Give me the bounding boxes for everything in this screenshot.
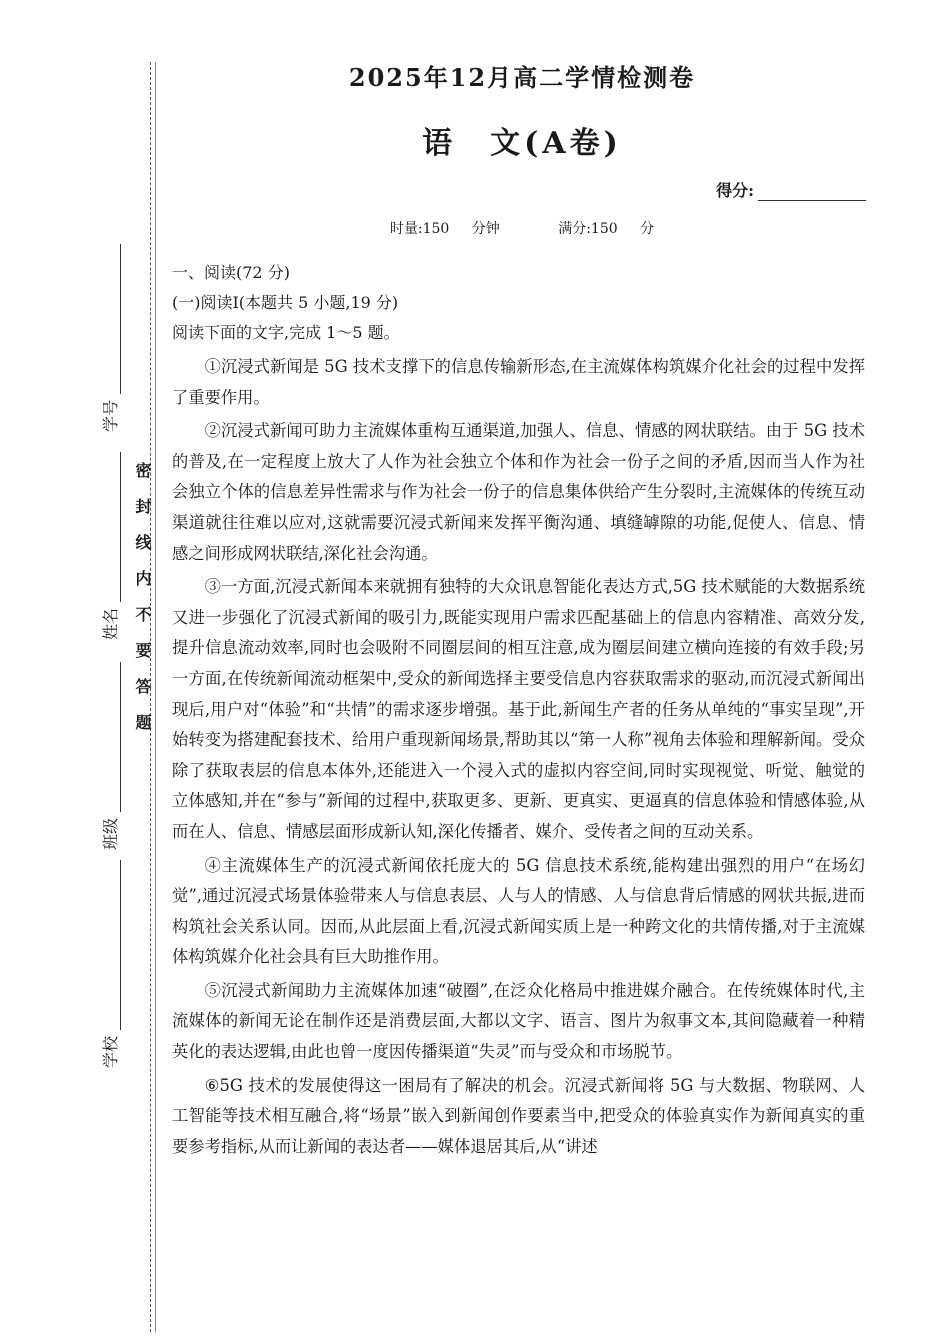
- score-blank[interactable]: [758, 200, 866, 201]
- seal-solid-line: [155, 62, 156, 1332]
- binding-margin: [0, 0, 160, 1344]
- score-field[interactable]: [716, 178, 866, 201]
- full-score: 满分:150 分: [558, 221, 655, 237]
- class-field[interactable]: [98, 662, 121, 850]
- exam-title: 2025年12月高二学情检测卷: [348, 63, 696, 92]
- paragraph: ①沉浸式新闻是 5G 技术支撑下的信息传输新形态,在主流媒体构筑媒介化社会的过程中发挥了重要作用。: [172, 357, 865, 407]
- student-id-label: 学号: [101, 399, 120, 432]
- name-label: 姓名: [101, 607, 120, 640]
- time-limit: 时量:150 分钟: [389, 221, 500, 237]
- paragraph: ②沉浸式新闻可助力主流媒体重构互通渠道,加强人、信息、情感的网状联结。由于 5G 技术的普及,在一定程度上放大了人作为社会独立个体和作为社会一份子之间的矛盾,因而当人作为社会独立个体的信息差异性需求与作为社会一份子的信息集体供给产生分裂时,主流媒体的传统互动渠道就往往难以应对,这就需要沉浸式新闻来发挥平衡沟通、填缝罅隙的功能,促使人、信息、情感之间形成网状联结,深化社会沟通。: [172, 421, 865, 563]
- student-id-blank[interactable]: [119, 244, 121, 394]
- score-label: 得分:: [716, 181, 754, 200]
- section-subheading: (一)阅读Ⅰ(本题共 5 小题,19 分): [172, 293, 399, 312]
- school-label: 学校: [101, 1035, 120, 1068]
- paragraph: ⑥5G 技术的发展使得这一困局有了解决的机会。沉浸式新闻将 5G 与大数据、物联网、人工智能等技术相互融合,将“场景”嵌入到新闻创作要素当中,把受众的体验真实作为新闻真实的重要参考指标,从而让新闻的表达者——媒体退居其后,从“讲述: [172, 1075, 865, 1156]
- name-field[interactable]: [98, 452, 121, 640]
- exam-timing: [172, 218, 872, 238]
- paragraph: ③一方面,沉浸式新闻本来就拥有独特的大众讯息智能化表达方式,5G 技术赋能的大数据系统又进一步强化了沉浸式新闻的吸引力,既能实现用户需求匹配基础上的信息内容精准、高效分发,提升信息流动效率,同时也会吸附不同圈层间的相互注意,成为圈层间建立横向连接的有效手段;另一方面,在传统新闻流动框架中,受众的新闻选择主要受信息内容获取需求的驱动,而沉浸式新闻出现后,用户对“体验”和“共情”的需求逐步增强。基于此,新闻生产者的任务从单纯的“事实呈现”,开始转变为搭建配套技术、给用户重现新闻场景,帮助其以“第一人称”视角去体验和理解新闻。受众除了获取表层的信息本体外,还能进入一个浸入式的虚拟内容空间,同时实现视觉、听觉、触觉的立体感知,并在“参与”新闻的过程中,获取更多、更新、更真实、更逼真的信息体验和情感体验,从而在人、信息、情感层面形成新认知,深化传播者、媒介、受传者之间的互动关系。: [172, 577, 865, 841]
- reading-passage: [172, 352, 865, 1162]
- school-field[interactable]: [98, 860, 121, 1068]
- paragraph: ⑤沉浸式新闻助力主流媒体加速“破圈”,在泛众化格局中推进媒介融合。在传统媒体时代,主流媒体的新闻无论在制作还是消费层面,大都以文字、语言、图片为叙事文本,其间隐藏着一种精英化的表达逻辑,由此也曾一度因传播渠道“失灵”而与受众和市场脱节。: [172, 980, 865, 1062]
- student-id-field[interactable]: [98, 244, 121, 432]
- school-blank[interactable]: [119, 860, 121, 1030]
- section-instruction: 阅读下面的文字,完成 1～5 题。: [172, 323, 400, 342]
- name-blank[interactable]: [119, 452, 121, 602]
- seal-warning: 密封线内不要答题: [133, 462, 152, 750]
- paragraph: ④主流媒体生产的沉浸式新闻依托庞大的 5G 信息技术系统,能构建出强烈的用户“在场幻觉”,通过沉浸式场景体验带来人与信息表层、人与人的情感、人与信息背后情感的网状共振,进而构筑社会关系认同。因而,从此层面上看,沉浸式新闻实质上是一种跨文化的共情传播,对于主流媒体构筑媒介化社会具有巨大助推作用。: [172, 855, 865, 967]
- section-heading: 一、阅读(72 分): [172, 263, 290, 282]
- class-label: 班级: [101, 817, 120, 850]
- exam-subtitle: 语 文(A卷): [422, 126, 622, 161]
- class-blank[interactable]: [119, 662, 121, 812]
